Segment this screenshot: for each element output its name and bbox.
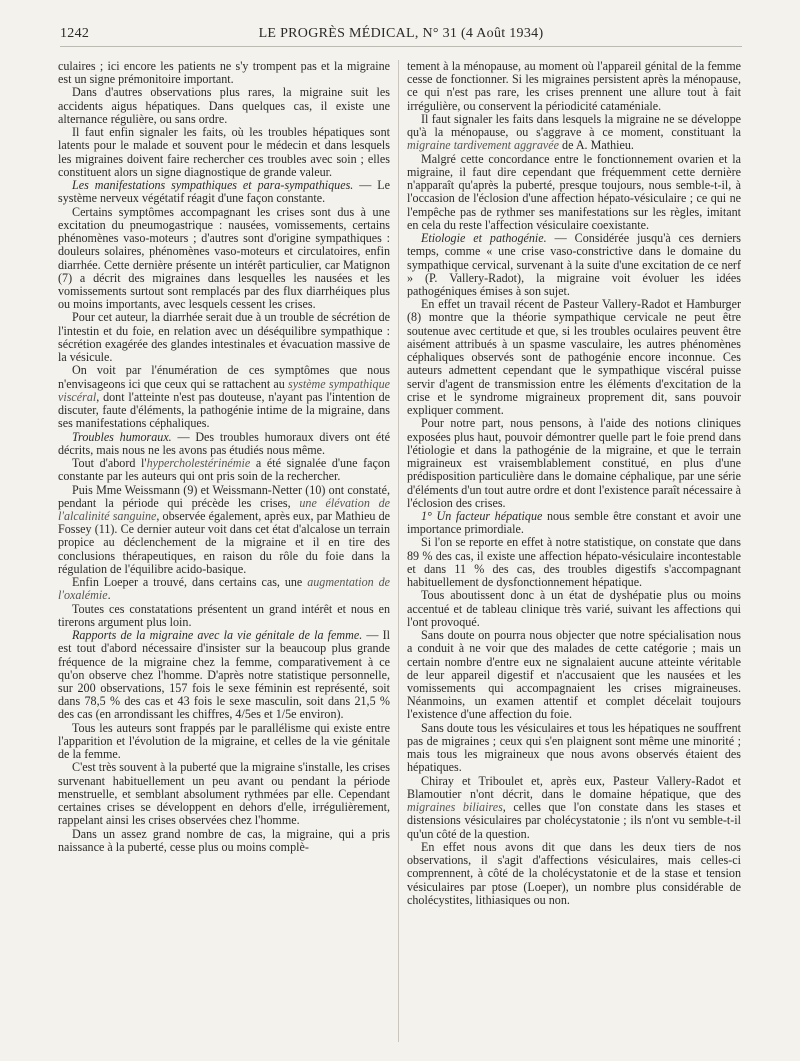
paragraph-text: Puis Mme Weissmann (9) et Weissmann-Netter (10) ont constaté, pendant la période qui précède les crises, bbox=[58, 482, 390, 510]
section-heading: Rapports de la migraine avec la vie génitale de la femme. bbox=[72, 628, 363, 643]
paragraph bbox=[407, 775, 741, 841]
paragraph bbox=[58, 60, 390, 86]
paragraph-text: Chiray et Triboulet et, après eux, Pasteur Vallery-Radot et Blamoutier n'ont décrit, dans le domaine hépatique, que des bbox=[407, 773, 741, 801]
italic-term: migraines biliaires bbox=[407, 800, 503, 815]
paragraph-text-continued: , observée également, après eux, par Mathieu de Fossey (11). Ce dernier auteur voit dans cet état d'alcalose un terrain propice au déclenchement de la migraine et il en tire des conclusions thérapeutiques, en raison du rôle du foie dans la régulation de l'équilibre acido-basique. bbox=[58, 508, 390, 576]
paragraph-text: Certains symptômes accompagnant les crises sont dus à une excitation du pneumogastrique : nausées, vomissements, certains phénomènes vaso-moteurs ; d'autres sont d'origine sympathiques : douleurs solaires, phénomènes vaso-moteurs et circulatoires, enfin diarrhée. Cette dernière présente un intérêt particulier, car Matignon (7) a décrit des migraines dans lesquelles les nausées et les vomissements surtout sont remplacés par des flux diarrhéiques plus ou moins importants, avec lesquels cessent les crises. bbox=[58, 204, 390, 312]
paragraph-text-continued: a été signalée d'une façon constante par les auteurs qui ont pris soin de la rechercher. bbox=[58, 456, 390, 484]
paragraph bbox=[407, 841, 741, 907]
italic-term: augmentation de l'oxalémie bbox=[58, 575, 390, 603]
paragraph bbox=[58, 311, 390, 364]
paragraph-text: Dans un assez grand nombre de cas, la migraine, qui a pris naissance à la puberté, cesse plus ou moins complè- bbox=[58, 826, 390, 854]
section-paragraph bbox=[407, 232, 741, 298]
paragraph bbox=[58, 761, 390, 827]
paragraph bbox=[407, 722, 741, 775]
italic-term: une élévation de l'alcalinité sanguine bbox=[58, 495, 390, 523]
paragraph bbox=[58, 576, 390, 602]
paragraph-text: C'est très souvent à la puberté que la migraine s'installe, les crises survenant habituellement un peu avant ou pendant la période menstruelle, et semblant absolument rythmées par elle. Cependant certaines crises se développent en dehors d'elle, irrégulièrement, rappelant ainsi les crises observées chez l'homme. bbox=[58, 760, 390, 828]
paragraph-text: Tous aboutissent donc à un état de dyshépatie plus ou moins accentué et de tableau clinique très varié, suivant les affections qui l'ont provoqué. bbox=[407, 588, 741, 629]
journal-title: LE PROGRÈS MÉDICAL, N° 31 (4 Août 1934) bbox=[258, 26, 544, 41]
paragraph bbox=[407, 298, 741, 417]
paragraph bbox=[58, 603, 390, 629]
paragraph bbox=[407, 113, 741, 153]
paragraph-text: Tous les auteurs sont frappés par le parallélisme qui existe entre l'apparition et l'évolution de la migraine, et celles de la vie génitale de la femme. bbox=[58, 720, 390, 762]
section-heading: Troubles humoraux. bbox=[72, 429, 172, 444]
section-heading: Etiologie et pathogénie. bbox=[421, 231, 547, 246]
section-paragraph bbox=[58, 431, 390, 457]
italic-term: migraine tardivement aggravée bbox=[407, 138, 560, 153]
paragraph-text: Pour notre part, nous pensons, à l'aide des notions cliniques exposées plus haut, pouvoir démontrer quelle part le foie prend dans l'étiologie et dans la pathogénie de la migraine, et que le terrain migraineux est vraisemblablement constitué, en plus d'une prédisposition particulière dans le domaine céphalique, par une série d'éléments d'un tout autre ordre et dont l'existence paraît nécessaire à l'éclosion des crises. bbox=[407, 416, 741, 510]
left-column bbox=[58, 60, 390, 1044]
paragraph bbox=[58, 86, 390, 126]
paragraph bbox=[58, 722, 390, 762]
section-heading: 1° Un facteur hépatique bbox=[421, 508, 543, 523]
paragraph bbox=[407, 536, 741, 589]
paragraph-text: nous semble être constant et avoir une importance primordiale. bbox=[407, 508, 741, 537]
paragraph-text: Il faut signaler les faits dans lesquels la migraine ne se développe qu'à la ménopause, ou s'aggrave à ce moment, constituant la bbox=[407, 111, 741, 140]
page-header bbox=[60, 26, 742, 47]
paragraph-text: On voit par l'énumération de ces symptômes que nous n'envisageons ici que ceux qui se rattachent au bbox=[58, 363, 390, 391]
paragraph-text: Il faut enfin signaler les faits, où les troubles hépatiques sont latents pour le malade et souvent pour le médecin et dans lesquels les migraines doivent faire rechercher ces troubles avec soin ; elles constituent alors un signe diagnostique de grande valeur. bbox=[58, 125, 390, 179]
paragraph bbox=[58, 126, 390, 179]
paragraph bbox=[58, 457, 390, 483]
section-paragraph bbox=[407, 510, 741, 536]
paragraph-text-continued: , celles que l'on constate dans les stases et distensions vésiculaires par cholécystatonie ; ils n'ont vu semble-t-il qu'un côté de la question. bbox=[407, 800, 741, 841]
paragraph-text: — Des troubles humoraux divers ont été décrits, mais nous ne les avons pas étudiés nous même. bbox=[58, 429, 390, 457]
section-paragraph bbox=[58, 179, 390, 205]
italic-term: hypercholestérinémie bbox=[146, 456, 251, 471]
paragraph bbox=[58, 484, 390, 577]
paragraph-text: En effet un travail récent de Pasteur Vallery-Radot et Hamburger (8) montre que la théorie sympathique cervicale ne peut être soutenue avec certitude et que, si les troubles oculaires peuvent être aisément attribués à un spasme vasculaire, les autres phénomènes céphaliques observés sont de pathogénie encore inconnue. Ces auteurs admettent cependant que le sympathique viscéral puisse servir d'agent de transmission entre les éléments d'excitation de la crise et le syndrome migraineux proprement dit, sans pouvoir expliquer comment. bbox=[407, 297, 741, 418]
paragraph-text: — Il est tout d'abord nécessaire d'insister sur la beaucoup plus grande fréquence de la migraine chez la femme, comparativement à ce qu'on observe chez l'homme. D'après notre statistique personnelle, sur 200 observations, 157 fois le sexe féminin est représenté, soit dans 78,5 % des cas et 43 fois le sexe masculin, soit dans 21,5 % des cas (en arrondissant les chiffres, 4/5es et 1/5e environ). bbox=[58, 628, 390, 722]
paragraph-text: Si l'on se reporte en effet à notre statistique, on constate que dans 89 % des cas, il existe une affection hépato-vésiculaire incontestable et dans 11 % des cas, des troubles digestifs s'accompagnant habituellement de dysfonctionnement hépatique. bbox=[407, 535, 741, 590]
paragraph-text: — Considérée jusqu'à ces derniers temps, comme « une crise vaso-constrictive dans le domaine du sympathique cervical, survenant à la suite d'une excitation de ce nerf » (P. Vallery-Radot), la migraine voit évoluer les idées pathogéniques émises à son sujet. bbox=[407, 231, 741, 298]
paragraph bbox=[58, 364, 390, 430]
section-heading: Les manifestations sympathiques et para-sympathiques. bbox=[72, 178, 354, 193]
paragraph bbox=[407, 417, 741, 510]
paragraph-text: tement à la ménopause, au moment où l'appareil génital de la femme cesse de fonctionner. Si les migraines persistent après la ménopause, ce qui n'est pas rare, les crises prennent une allure tout à fait irrégulière, ou conservent la périodicité cataméniale. bbox=[407, 60, 741, 113]
paragraph-text: Sans doute tous les vésiculaires et tous les hépatiques ne souffrent pas de migraines ; ceux qui s'en plaignent sont même une minorité ; mais tous les migraineux que nous avons observés étaient des hépatiques. bbox=[407, 720, 741, 775]
paragraph-text: Tout d'abord l' bbox=[72, 456, 147, 471]
paragraph-text: Enfin Loeper a trouvé, dans certains cas, une bbox=[72, 575, 308, 590]
paragraph bbox=[407, 60, 741, 113]
paragraph-text-continued: de A. Mathieu. bbox=[559, 138, 634, 153]
italic-term: système sympathique viscéral bbox=[58, 376, 390, 404]
paragraph bbox=[58, 828, 390, 854]
paragraph-text: — Le système nerveux végétatif réagit d'une façon constante. bbox=[58, 178, 390, 206]
section-paragraph bbox=[58, 629, 390, 722]
right-column bbox=[407, 60, 741, 1044]
paragraph bbox=[58, 206, 390, 312]
paragraph-text: En effet nous avons dit que dans les deux tiers de nos observations, il s'agit d'affections vésiculaires, mais celles-ci comprennent, à côté de la cholécystatonie et de la stase et tension vésiculaires par ptose (Loeper), un nombre plus considérable de cholécystites, lithiasiques ou non. bbox=[407, 839, 741, 907]
paragraph bbox=[407, 629, 741, 722]
paragraph-text-continued: . bbox=[107, 588, 111, 603]
paragraph bbox=[407, 153, 741, 232]
paragraph-text: culaires ; ici encore les patients ne s'y trompent pas et la migraine est un signe prémonitoire important. bbox=[58, 60, 390, 87]
paragraph-text: Pour cet auteur, la diarrhée serait due à un trouble de sécrétion de l'intestin et du foie, en relation avec un déséquilibre sympathique : sécrétion exagérée des glandes intestinales et évacuation massive de la vésicule. bbox=[58, 310, 390, 365]
paragraph-text-continued: , dont l'atteinte n'est pas douteuse, n'ayant pas l'intention de discuter, faute d'éléments, la pathogénie intime de la migraine, dans ses manifestations céphaliques. bbox=[58, 389, 390, 431]
paragraph-text: Sans doute on pourra nous objecter que notre spécialisation nous a conduit à ne voir que des malades de cette catégorie ; mais un certain nombre d'entre eux ne signalaient aucune atteinte véritable de leur appareil digestif et n'accusaient que les nausées et les vomissements qui accompagnaient les crises migraineuses. Néanmoins, un examen attentif et complet décelait toujours l'existence d'une affection du foie. bbox=[407, 628, 741, 722]
paragraph-text: Dans d'autres observations plus rares, la migraine suit les accidents aigus hépatiques. Dans quelques cas, il existe une alternance régulière, ou sans ordre. bbox=[58, 85, 390, 126]
page-number: 1242 bbox=[60, 26, 90, 41]
paragraph bbox=[407, 589, 741, 629]
column-divider bbox=[398, 60, 399, 1042]
paragraph-text: Toutes ces constatations présentent un grand intérêt et nous en tirerons argument plus loin. bbox=[58, 601, 390, 629]
paragraph-text: Malgré cette concordance entre le fonctionnement ovarien et la migraine, il faut dire cependant que fréquemment cette dernière n'apparaît qu'après la puberté, presque toujours, nous semble-t-il, à l'occasion de l'éclosion d'une affection hépato-vésiculaire ; ce qui ne l'empêche pas de rythmer ses manifestations sur les règles, imitant en cela du reste l'affection vésiculaire coexistante. bbox=[407, 151, 741, 232]
